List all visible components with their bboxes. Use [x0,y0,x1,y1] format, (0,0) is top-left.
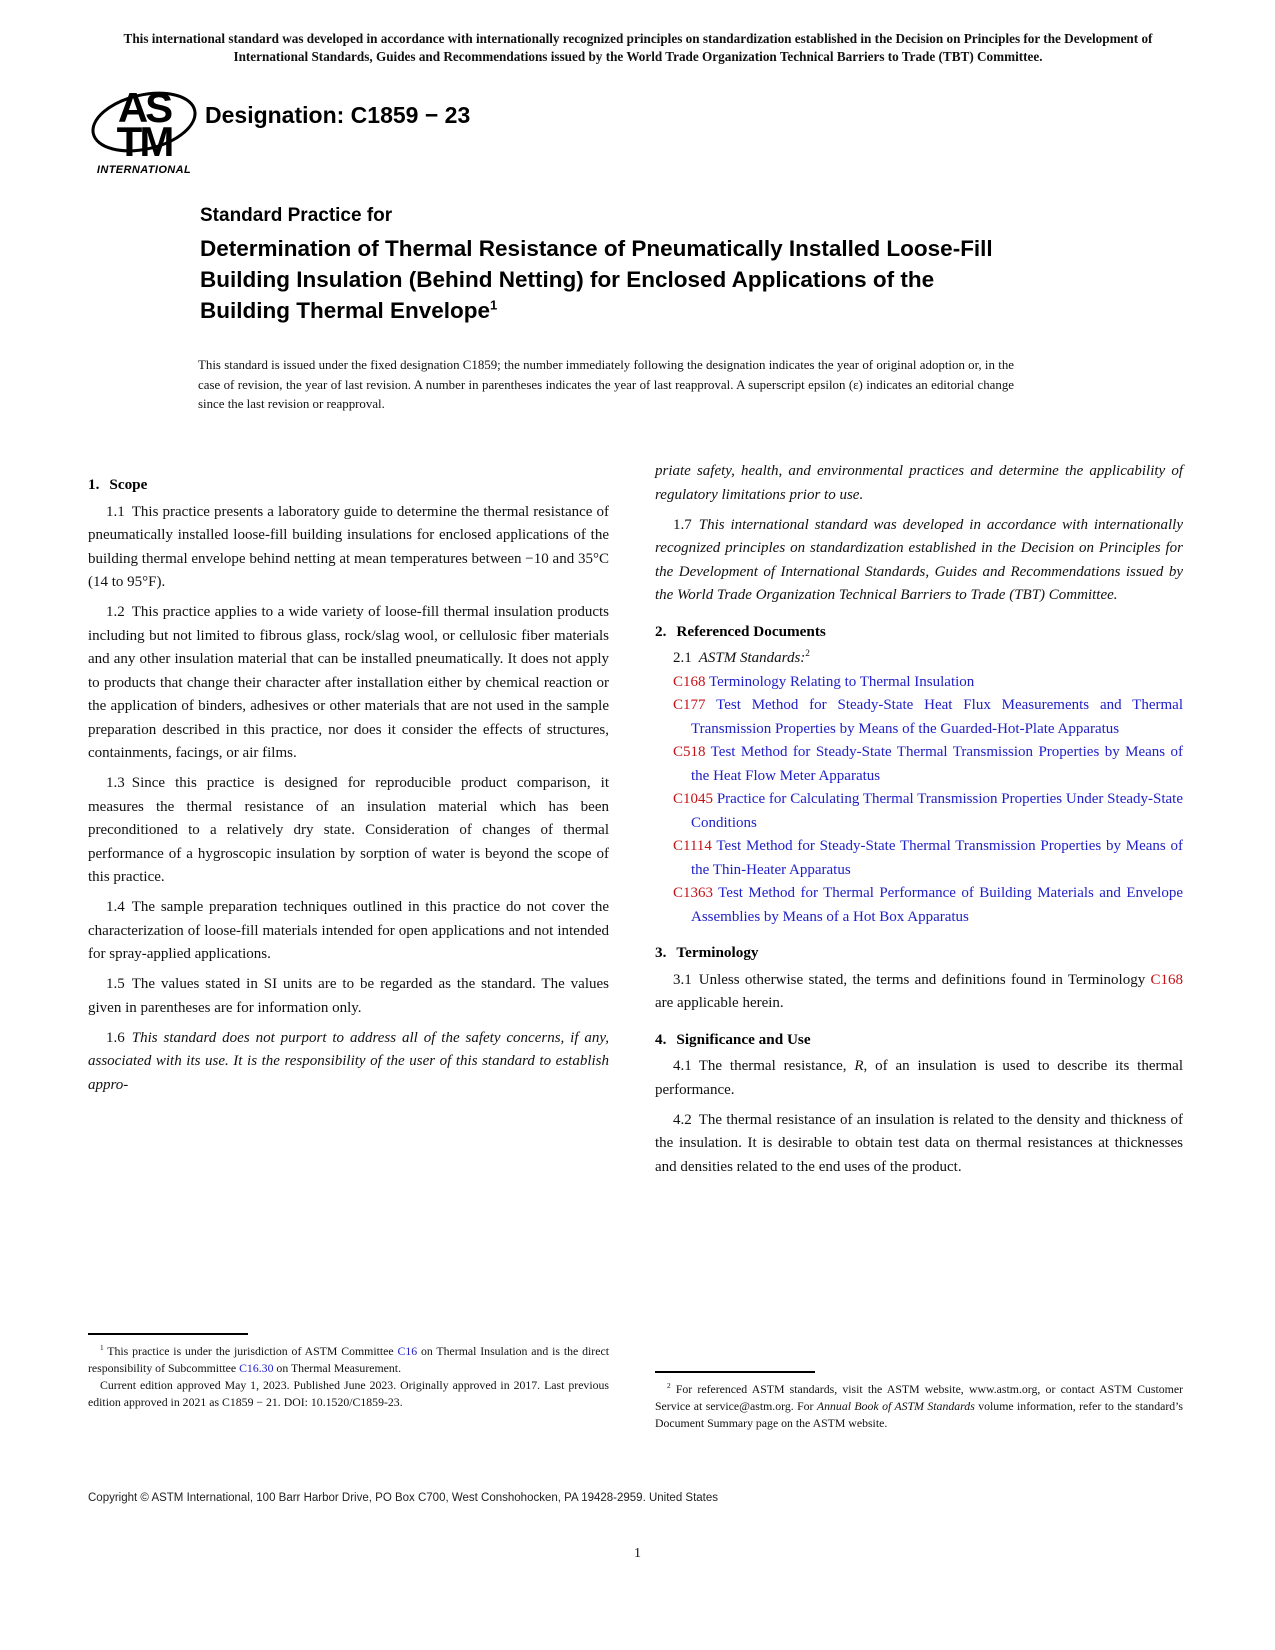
reference-item [655,694,1183,741]
standard-link-c168[interactable]: C168 [673,673,706,690]
section-heading-significance: 4. Significance and Use [655,1030,811,1048]
committee-link-c16[interactable]: C16 [397,1344,418,1358]
astm-globe-icon [90,82,198,162]
standard-link-c168-inline[interactable]: C168 [1150,971,1183,988]
issued-note: This standard is issued under the fixed designation C1859; the number immediately following the designation indicates the year of original adoption or, in the case of revision, the year of last revision. A number in parentheses indicates the year of last reapproval. A superscript epsilon (ε) indicates an editorial change since the last revision or reapproval. [198,358,1014,411]
reference-item [655,671,1183,695]
standard-title-c168[interactable]: Terminology Relating to Thermal Insulation [709,673,975,690]
standard-title-c1363[interactable]: Test Method for Thermal Performance of Building Materials and Envelope Assemblies by Means of a Hot Box Apparatus [691,885,1183,925]
paragraph-1-6: 1.6 This standard does not purport to address all of the safety concerns, if any, associated with its use. It is the responsibility of the user of this standard to establish appro- [88,1029,609,1093]
logo-international-label: INTERNATIONAL [96,164,192,176]
left-column [88,458,609,1097]
page-title-text: Determination of Thermal Resistance of Pneumatically Installed Loose-Fill Building Insulation (Behind Netting) for Enclosed Applications of the Building Thermal Envelope [200,236,993,323]
reference-item [655,741,1183,788]
logo-letters-top: AS [117,84,171,131]
variable-r: R [854,1058,864,1074]
paragraph-4-1: 4.1 The thermal resistance, R, of an insulation is used to describe its thermal performance. [655,1058,1183,1098]
wto-disclaimer: This international standard was developed in accordance with internationally recognized principles on standardization established in the Decision on Principles for the Development of International Standards, Guides and Recommendations issued by the World Trade Organization Technical Barriers to Trade (TBT) Committee. [123,31,1153,64]
standard-link-c518[interactable]: C518 [673,744,706,760]
reference-item [655,835,1183,882]
standard-title-c1114[interactable]: Test Method for Steady-State Thermal Transmission Properties by Means of the Thin-Heater Apparatus [691,838,1184,878]
designation-line [205,102,470,129]
standard-title-c1045[interactable]: Practice for Calculating Thermal Transmission Properties Under Steady-State Conditions [691,791,1183,831]
title-block [200,203,1015,326]
paragraph-1-7: 1.7 This international standard was developed in accordance with internationally recognized principles on standardization established in the Decision on Principles for the Development of International Standards, Guides and Recommendations issued by the World Trade Organization Technical Barriers to Trade (TBT) Committee. [655,516,1183,603]
footnote-2-text: $^2$ For referenced ASTM standards, visit the ASTM website, www.astm.org, or contact ASTM Customer Service at service@astm.org. For Annual Book of ASTM Standards volume information, refer to the standard’s Document Summary page on the ASTM website. [655,1381,1184,1430]
section-heading-referenced-documents: 2. Referenced Documents [655,622,826,640]
paragraph-1-6-continuation: priate safety, health, and environmental practices and determine the applicability of regulatory limitations prior to use. [655,463,1183,503]
standard-link-c1363[interactable]: C1363 [673,885,714,901]
footnote-rule [655,1371,815,1373]
logo-letters-bottom: TM [116,118,172,162]
title-footnote-marker: 1 [490,297,498,313]
paragraph-1-5: 1.5 The values stated in SI units are to be regarded as the standard. The values given in parentheses are for information only. [88,976,609,1016]
title-kicker: Standard Practice for [200,205,393,226]
standard-title-c518[interactable]: Test Method for Steady-State Thermal Transmission Properties by Means of the Heat Flow Meter Apparatus [691,744,1184,784]
reference-item [655,788,1183,835]
standard-link-c1114[interactable]: C1114 [673,838,712,854]
paragraph-1-1: 1.1 This practice presents a laboratory guide to determine the thermal resistance of pneumatically installed loose-fill building insulations for enclosed applications of the building thermal envelope behind netting at mean temperatures between −10 and 35°C (14 to 95°F). [88,503,609,590]
designation-label: Designation: [205,102,345,128]
paragraph-1-2: 1.2 This practice applies to a wide variety of loose-fill thermal insulation products including but not limited to fibrous glass, rock/slag wool, or cellulosic fiber materials and any other insulation material that can be installed pneumatically. It does not apply to products that change their character after installation either by chemical reaction or the application of binders, adhesives or other materials that are not used in the sample preparation described in this practice, nor does it consider the effects of structures, containments, facings, or air films. [88,604,609,761]
copyright-line: Copyright © ASTM International, 100 Barr Harbor Drive, PO Box C700, West Conshohocken, PA 19428-2959. United States [88,1492,719,1504]
designation-code: C1859 − 23 [350,102,471,128]
subcommittee-link-c16-30[interactable]: C16.30 [239,1360,274,1375]
standard-link-c177[interactable]: C177 [673,697,706,713]
paragraph-3-1: 3.1 Unless otherwise stated, the terms and definitions found in Terminology C168 are applicable herein. [655,971,1183,1011]
section-heading-terminology: 3. Terminology [655,944,759,961]
footnote-2 [655,1371,1183,1432]
page-number: 1 [634,1546,641,1561]
right-column [655,458,1183,1179]
footnote-1-text: $^1$ This practice is under the jurisdiction of ASTM Committee C16 on Thermal Insulation and is the direct responsibility of Subcommittee C16.30 on Thermal Measurement. [88,1343,609,1375]
page-title [200,233,1015,326]
paragraph-1-3: 1.3 Since this practice is designed for reproducible product comparison, it measures the thermal resistance of an insulation material which has been preconditioned to a relatively dry state. Consideration of changes of thermal performance of a hygroscopic insulation by sorption of water is beyond the scope of this practice. [88,775,609,885]
reference-item [655,882,1183,929]
paragraph-4-2: 4.2 The thermal resistance of an insulation is related to the density and thickness of the insulation. It is desirable to obtain test data on thermal resistances at thicknesses and densities related to the end uses of the product. [655,1111,1183,1175]
astm-logo [88,82,200,176]
footnote-1-edition: Current edition approved May 1, 2023. Published June 2023. Originally approved in 2017. Last previous edition approved in 2021 as C1859 − 21. DOI: 10.1520/C1859-23. [88,1377,609,1409]
paragraph-2-1: 2.1 ASTM Standards:$^2$ [673,649,810,666]
standard-title-c177[interactable]: Test Method for Steady-State Heat Flux Measurements and Thermal Transmission Properties by Means of the Guarded-Hot-Plate Apparatus [691,697,1183,737]
standard-link-c1045[interactable]: C1045 [673,791,714,807]
footnote2-reference-marker: 2 [805,649,810,659]
footnote-1 [88,1333,609,1411]
footnote-rule [88,1333,248,1335]
section-heading-scope: 1. Scope [88,476,148,493]
paragraph-1-4: 1.4 The sample preparation techniques outlined in this practice do not cover the characterization of loose-fill materials intended for open applications and not intended for spray-applied applications. [88,899,609,962]
